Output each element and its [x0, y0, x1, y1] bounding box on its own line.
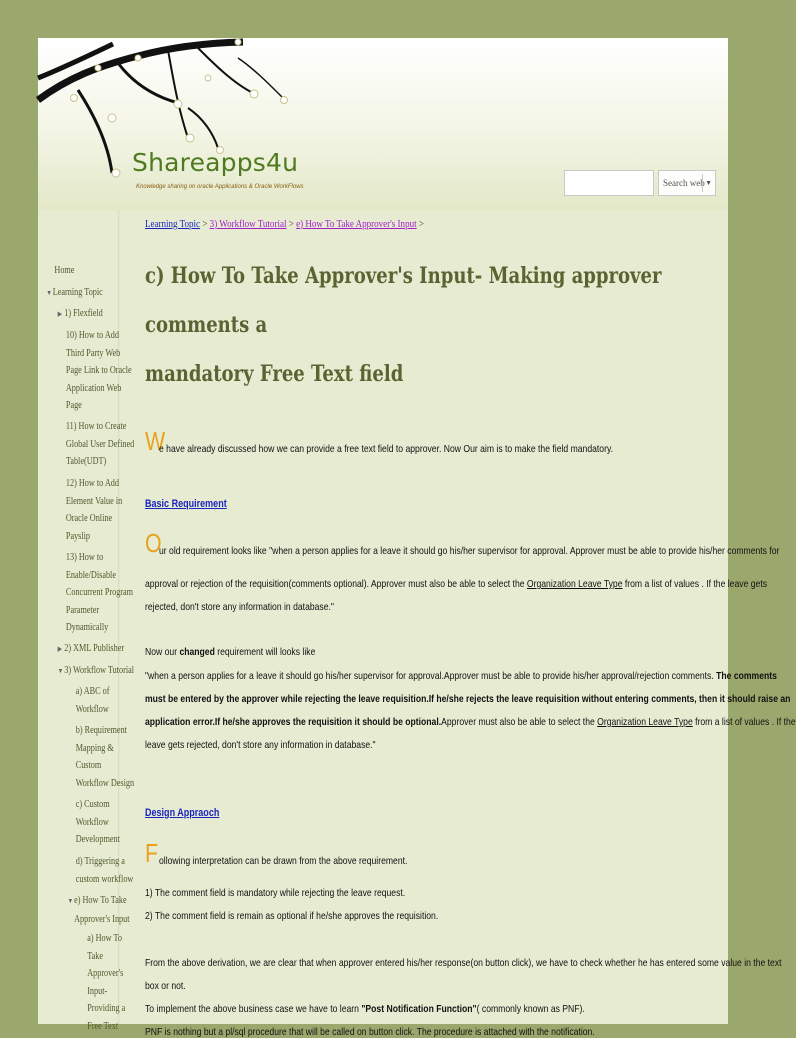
sidebar-item-11[interactable] [66, 418, 134, 471]
title-line: c) How To Take Approver's Input- Making approver comments a [145, 263, 662, 338]
breadcrumb-learning-topic[interactable]: Learning Topic [145, 218, 201, 230]
sidebar-item-workflow-tutorial[interactable] [58, 662, 134, 681]
page-title [145, 252, 703, 399]
caret-down-icon[interactable]: ▼ [46, 289, 52, 297]
nav-line: Dynamically [65, 622, 109, 633]
nav-line: Mapping & [75, 742, 114, 754]
nav-line: Global User Defined [65, 438, 135, 450]
sidebar-item-xml-publisher[interactable] [58, 640, 124, 659]
paragraph-line: ur old requirement looks like "when a person applies for a leave it should go his/her supervisor for approval. Approver must be able to provide his/her comments for [159, 545, 780, 557]
paragraph-line [145, 578, 767, 590]
sidebar-item-home[interactable]: Home [54, 265, 75, 276]
breadcrumb-separator: > [202, 218, 208, 230]
nav-line: Approver's Input [74, 913, 130, 925]
text-span: Now our [145, 646, 180, 658]
paragraph-line: From the above derivation, we are clear that when approver entered his/her response(on button click), we have to check whether he has entered some value in the text [145, 957, 782, 969]
sidebar-nav [38, 210, 135, 1032]
nav-line: Approver's [87, 968, 124, 979]
nav-line: Free Text [87, 1020, 119, 1032]
text-span: requirement will looks like [214, 646, 316, 658]
caret-down-icon[interactable]: ▼ [67, 897, 74, 905]
text-span: Approver must also be able to select the [441, 716, 598, 728]
sidebar-item-label: Learning Topic [52, 287, 103, 298]
paragraph-line: must be entered by the approver while rejecting the leave requisition.If he/she rejects the leave requisition without entering comments, then it should raise an [145, 693, 791, 705]
nav-line: Enable/Disable [65, 569, 116, 581]
nav-line: e) How To Take [74, 895, 127, 906]
nav-line: Oracle Online [65, 513, 113, 524]
site-tagline: Knowledge sharing on oracle Applications & Oracle WorkFlows [136, 184, 304, 190]
paragraph-line [145, 670, 777, 682]
nav-line: Custom [75, 760, 102, 771]
text-span-bold: "Post Notification Function" [361, 1003, 477, 1015]
nav-line: b) Requirement [75, 725, 127, 736]
paragraph-line: PNF is nothing but a pl/sql procedure that will be called on button click. The procedure is attached with the notification. [145, 1026, 595, 1038]
sidebar-item-wf-d[interactable] [76, 853, 134, 888]
nav-line: a) ABC of [75, 686, 110, 697]
nav-line: Element Value in [65, 495, 123, 507]
caret-right-icon[interactable]: ▶ [57, 645, 63, 653]
nav-line: Development [75, 834, 120, 845]
nav-line: d) Triggering a [75, 856, 125, 867]
separator [702, 174, 703, 192]
nav-line: Workflow [75, 703, 109, 715]
nav-line: Third Party Web [65, 347, 121, 359]
organization-leave-type-link: Organization Leave Type [597, 716, 693, 728]
nav-line: c) Custom [75, 799, 110, 810]
paragraph-line: leave gets rejected, don't store any information in database." [145, 739, 376, 751]
sidebar-item-label: 3) Workflow Tutorial [64, 665, 135, 676]
search-web-button[interactable] [658, 170, 716, 196]
drop-cap: W [145, 426, 166, 456]
nav-line: Workflow Design [75, 777, 135, 789]
text-span: from a list of values . If the leave gets [622, 578, 768, 590]
nav-line: 11) How to Create [65, 421, 127, 432]
paragraph-line: ollowing interpretation can be drawn from the above requirement. [159, 855, 408, 867]
nav-line: custom workflow [75, 873, 134, 885]
sidebar-item-13[interactable] [66, 549, 133, 637]
site-logo[interactable]: Shareapps4u [132, 148, 299, 177]
search-input[interactable] [564, 170, 654, 196]
chevron-down-icon[interactable]: ▼ [705, 179, 712, 187]
sidebar-item-wf-e[interactable] [68, 892, 130, 928]
text-span-bold: application error.If he/she approves the requisition it should be optional. [145, 716, 442, 728]
sidebar-item-wf-c[interactable] [76, 796, 120, 849]
nav-line: 13) How to [65, 552, 104, 563]
page [38, 38, 796, 1038]
list-item: 1) The comment field is mandatory while rejecting the leave request. [145, 887, 406, 899]
breadcrumb-workflow-tutorial[interactable]: 3) Workflow Tutorial [209, 218, 287, 230]
breadcrumb [145, 218, 424, 230]
nav-line: Input- [87, 985, 108, 997]
nav-line: Payslip [65, 530, 91, 542]
sidebar-item-flexfield[interactable] [58, 305, 103, 324]
nav-line: a) How To [87, 933, 123, 944]
nav-line: Parameter [65, 604, 100, 616]
text-span-bold: changed [179, 646, 215, 658]
sidebar-item-10[interactable] [66, 327, 132, 415]
title-line: mandatory Free Text field [145, 361, 404, 387]
text-span: approval or rejection of the requisition(comments optional). Approver must also be able to select the [145, 578, 527, 590]
text-span: ( commonly known as PNF). [476, 1003, 585, 1015]
organization-leave-type-link: Organization Leave Type [526, 578, 623, 590]
nav-line: 10) How to Add [65, 330, 119, 341]
sidebar-item-wf-a[interactable] [76, 683, 110, 718]
nav-line: Application Web [65, 382, 122, 394]
nav-line: Page Link to Oracle [65, 365, 132, 376]
nav-line: Concurrent Program [65, 587, 134, 598]
paragraph-intro: e have already discussed how we can provide a free text field to approver. Now Our aim is to make the field mandatory. [159, 443, 614, 455]
text-span: To implement the above business case we have to learn [145, 1003, 362, 1015]
paragraph-line [145, 646, 315, 658]
breadcrumb-separator: > [418, 218, 424, 230]
caret-right-icon[interactable]: ▶ [57, 310, 63, 318]
drop-cap: F [145, 838, 159, 868]
list-item: 2) The comment field is remain as optional if he/she approves the requisition. [145, 910, 439, 922]
paragraph-line [145, 716, 796, 728]
drop-cap: O [145, 528, 162, 558]
nav-line: Table(UDT) [65, 456, 107, 467]
search-web-label: Search web [663, 178, 705, 188]
sidebar-item-label: 2) XML Publisher [64, 643, 125, 654]
nav-line: Take [87, 950, 104, 962]
nav-line: Workflow [75, 816, 109, 828]
sidebar-item-label: 1) Flexfield [64, 308, 103, 319]
sidebar-item-wf-b[interactable] [76, 722, 134, 792]
nav-line: 12) How to Add [65, 478, 119, 489]
heading-design-approach[interactable]: Design Appraoch [145, 807, 220, 819]
text-span-bold: The comments [716, 670, 777, 682]
heading-basic-requirement[interactable]: Basic Requirement [145, 498, 227, 510]
nav-line: Page [65, 400, 82, 411]
paragraph-line: box or not. [145, 980, 186, 992]
sidebar-item-12[interactable] [66, 475, 122, 545]
nav-line: Providing a [87, 1003, 126, 1014]
breadcrumb-current[interactable]: e) How To Take Approver's Input [296, 218, 417, 230]
paragraph-line: rejected, don't store any information in database." [145, 601, 334, 613]
text-span: "when a person applies for a leave it should go his/her supervisor for approval.Approver must be able to provide his/her approval/rejection comments. [145, 670, 717, 682]
sidebar-item-learning-topic[interactable] [46, 284, 103, 303]
breadcrumb-separator: > [288, 218, 294, 230]
caret-down-icon[interactable]: ▼ [57, 667, 64, 675]
paragraph-line [145, 1003, 585, 1015]
text-span: from a list of values . If the [692, 716, 796, 728]
sidebar-item-wf-e-a[interactable] [87, 930, 125, 1035]
site-header [38, 38, 728, 210]
